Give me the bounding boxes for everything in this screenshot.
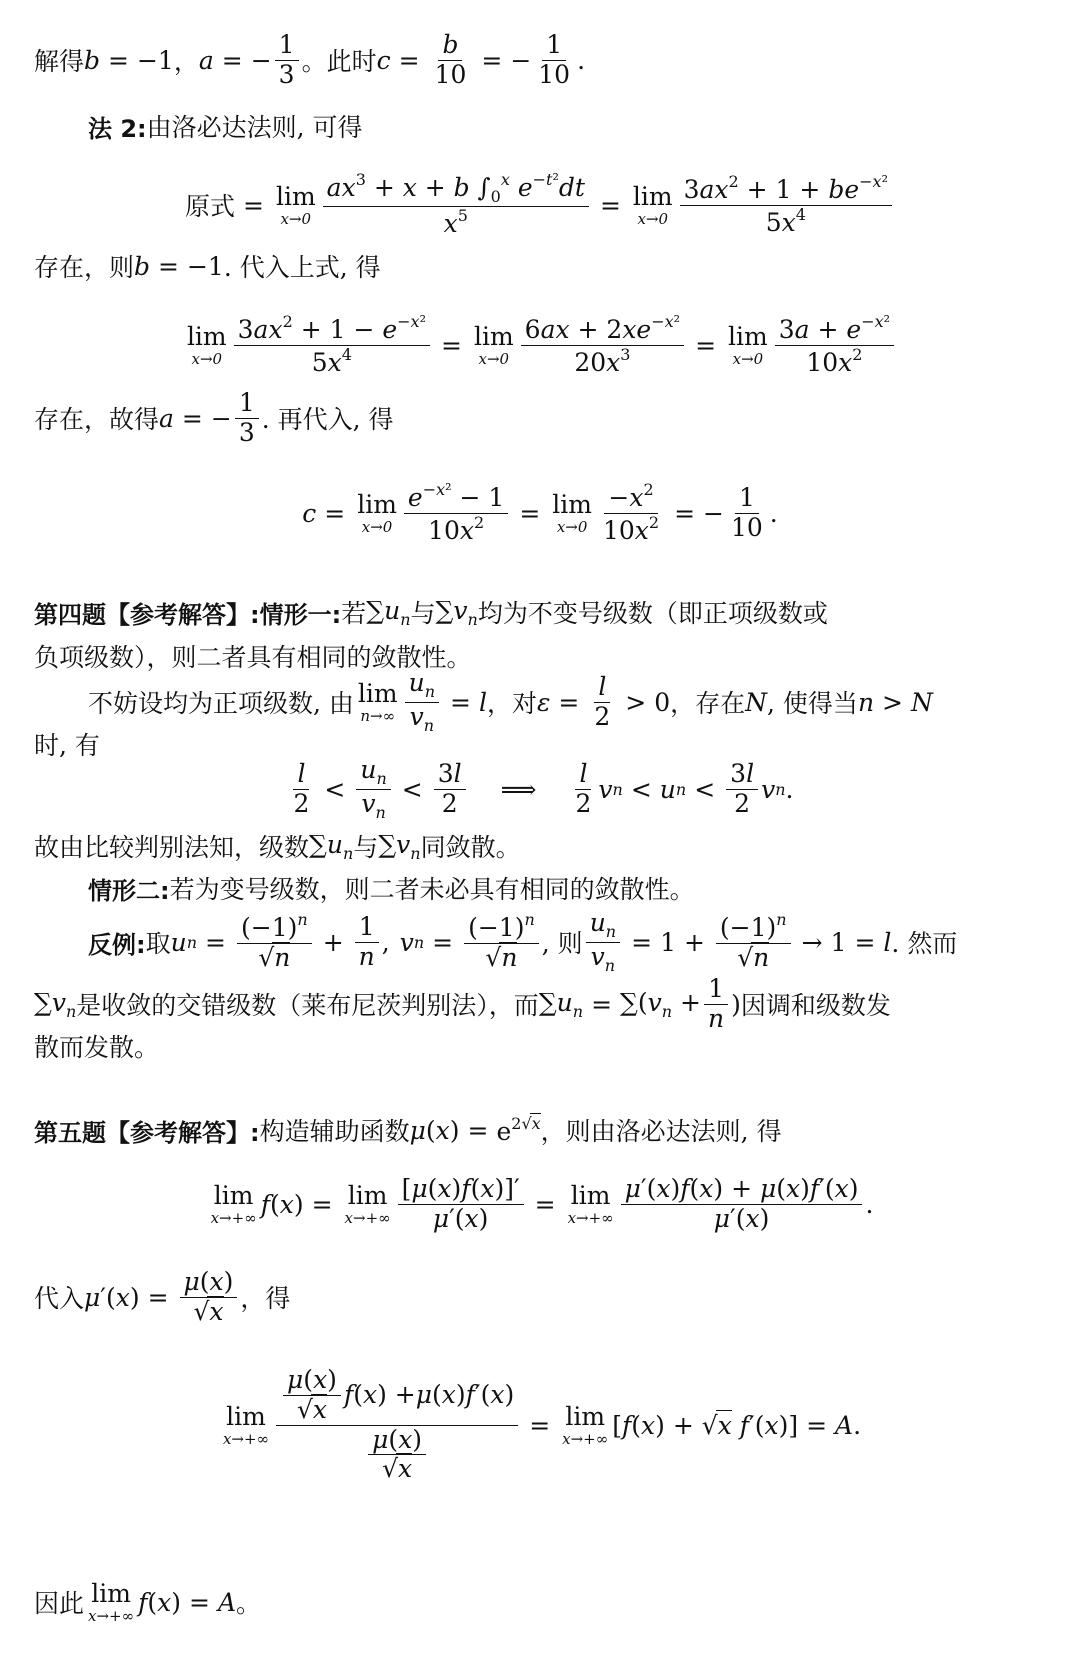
text: . 代入上式, 得 <box>223 253 381 282</box>
formula-chain-1: lim x→0 $\frac{3ax^2 + 1 - e^{-x^2}}{5x^4}$ = lim x→0 $\frac{6ax + 2xe^{-x^2}}{20x^3}$ = lim x→0 $\frac{3a + e^{-x^2}}{10x^2}$ <box>34 310 1046 380</box>
case2-label: 情形二: <box>88 876 170 905</box>
text: 负项级数），则二者具有相同的敛散性。 <box>34 643 472 672</box>
q5-line-3: 代入 μ ′(x) = $\frac{\mu(x)}{√x}$ ，得 <box>34 1266 291 1326</box>
text: 同敛散。 <box>420 833 521 862</box>
text: 存在，故得 <box>34 405 160 434</box>
method-label: 法 2: <box>88 114 147 143</box>
q5-title: 第五题【参考解答】: <box>34 1118 260 1147</box>
text: 由洛必达法则, 可得 <box>146 113 363 142</box>
text: 与 <box>353 833 379 862</box>
text: 。此时 <box>301 47 377 76</box>
text: ， <box>173 47 199 76</box>
text: , 则 <box>541 929 583 958</box>
formula-original: 原式 = lim x→0 $\frac{ax^3 + x + b \int_0^x e^{-t^2}dt}{x^5}$ = lim x→0 $\frac{3ax^2 + 1 + be^{-x^2}}{5x^4}$ <box>34 170 1046 240</box>
counterexample-line: 反例: 取 u n = $\frac{(-1)^n}{√n}$ + $\frac{1}{n}$ , v n = $\frac{(-1)^n}{√n}$ , 则 $\frac{u_n}{v_n}$ = 1 + $\frac{(-1)^n}{√n}$ → 1 = l . 然而 <box>88 908 958 975</box>
q4-line-3: 不妨设均为正项级数, 由 lim n→∞ $\frac{u_n}{v_n}$ = l ，对 ε = $\frac{l}{2}$ > 0 ，存在 N , 使得当 n > N <box>88 668 933 735</box>
exists-a-line: 存在，故得 a = − $\frac{1}{3}$ . 再代入, 得 <box>34 387 394 447</box>
counter-label: 反例: <box>88 930 146 959</box>
text: 是收敛的交错级数（莱布尼茨判别法），而 <box>76 991 539 1020</box>
text: ，存在 <box>670 689 746 718</box>
formula-q5-substituted: lim x→+∞ $\frac{\mu(x)}{√x}$ f ( x ) + μ ( x ) f ′( x ) $\frac{\mu(x)}{√x}$ = lim x→+∞ [f(x) + √x f′(x)] = A . <box>222 1365 862 1484</box>
text: ，则由洛必达法则, 得 <box>540 1117 782 1146</box>
text: 若 <box>341 599 367 628</box>
text: 代入 <box>34 1284 85 1313</box>
q5-conclusion: 因此 lim x→+∞ f (x) = A 。 <box>34 1579 262 1625</box>
text: 构造辅助函数 <box>259 1117 410 1146</box>
text: 时, 有 <box>34 731 100 760</box>
text: 存在，则 <box>34 253 135 282</box>
text: 取 <box>145 929 171 958</box>
text: 不妨设均为正项级数, 由 <box>88 689 354 718</box>
text: 若为变号级数，则二者未必具有相同的敛散性。 <box>169 875 695 904</box>
text: ，得 <box>240 1284 291 1313</box>
method-2-line <box>88 100 1046 152</box>
fraction: $\frac{1}{3}$ <box>275 31 299 90</box>
q4-line-1: 第四题【参考解答】: 情形一: 若 $\sum u_n$ 与 $\sum v_n$ 均为不变号级数（即正项级数或 <box>34 595 828 629</box>
q4-line-10 <box>34 1020 1046 1072</box>
text: 因此 <box>34 1589 85 1618</box>
q4-title: 第四题【参考解答】: <box>34 600 260 629</box>
case1-label: 情形一: <box>259 600 342 629</box>
text: 因调和级数发 <box>740 991 891 1020</box>
text: . 然而 <box>891 929 958 958</box>
text: ，对 <box>486 689 537 718</box>
text: 故由比较判别法知，级数 <box>34 833 310 862</box>
text: 解得 <box>34 47 85 76</box>
formula-q5-lhopital: lim x→+∞ f (x) = lim x→+∞ $\frac{[\mu(x)f(x)]'}{\mu'(x)}$ = lim x→+∞ $\frac{\mu'(x)f(x) + \mu(x)f'(x)}{\mu'(x)}$ . <box>210 1173 874 1233</box>
text: 散而发散。 <box>34 1033 160 1062</box>
q4-line-6: 故由比较判别法知，级数 $\sum u_n$ 与 $\sum v_n$ 同敛散。 <box>34 829 521 863</box>
q5-line-1: 第五题【参考解答】: 构造辅助函数 μ (x) = $e^{2√x}$ ，则由洛必达法则, 得 <box>34 1114 782 1147</box>
q4-line-9: $\sum v_n$ 是收敛的交错级数（莱布尼茨判别法），而 $\sum u_n$ = $\sum(v_n$ + $\frac{1}{n}$ ) 因调和级数发 <box>34 973 891 1033</box>
case2-line <box>88 862 1046 914</box>
exists-b-line: 存在，则 b = −1 . 代入上式, 得 <box>34 240 1046 292</box>
text: 原式 <box>185 192 236 221</box>
text: . 再代入, 得 <box>261 405 394 434</box>
formula-c: c = lim x→0 $\frac{e^{-x^2} - 1}{10x^2}$ = lim x→0 $\frac{-x^2}{10x^2}$ = − $\frac{1}{10}$ . <box>302 479 778 545</box>
formula-inequality: $\frac{l}{2}$ < $\frac{u_n}{v_n}$ < $\frac{3l}{2}$ ⟹ $\frac{l}{2}$ v n < u n < $\frac{3l}{2}$ v n . <box>293 755 794 822</box>
text: , 使得当 <box>767 689 858 718</box>
text: 与 <box>410 599 436 628</box>
solution-line-1: 解得 b = −1 ， a = − $\frac{1}{3}$ 。此时 c = $\frac{b}{10}$ = − $\frac{1}{10}$ . <box>34 29 586 89</box>
text: 均为不变号级数（即正项级数或 <box>477 599 828 628</box>
